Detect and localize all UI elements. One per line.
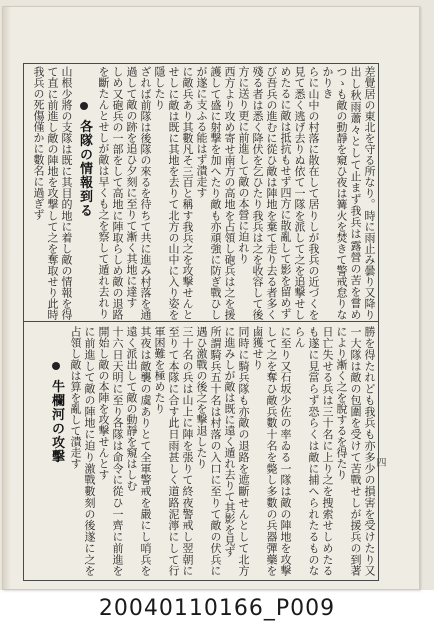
- text-column: 差覺居の東北を守る所なり。時に雨止み曇り又降り出し秋雨蕭々として止まず我兵は露營の苦を嘗めつゝも敵の動靜を窺ひ夜は篝火を焚きて警戒怠りなかりき: [321, 66, 376, 320]
- bullet-icon: [80, 102, 88, 110]
- text-column: 同時に騎兵隊も亦敵の退路を遮斷せんとして北方に進みしが敵は既に遠く遁れ去りて其影を見ず: [223, 326, 250, 576]
- section-heading-text: 各隊の情報到る: [77, 119, 92, 218]
- text-column: 十六日天明に至り各隊は命令に從ひ一齊に前進を開始し敵の本陣を攻撃せんとす: [97, 326, 124, 576]
- text-column: 山根少將の支隊は既に其目的地に着し敵の情報を得て直に前進し敵の陣地を攻撃して之を奪取せり此時我兵の死傷僅かに數名に過ぎず: [32, 66, 73, 320]
- text-column: 西方より攻め寄せ南方の高地を占領し砲兵は之を援護して盛に射撃を加へたり敵も亦頑強に防ぎ戰ひしが遂に支ふる能はず潰走す: [195, 66, 236, 320]
- text-column: 三十名の兵は山上に陣を張りて終夜警戒し翌朝に至りて本隊に合す此日雨甚しく道路泥濘にして行軍困難を極めたり: [153, 326, 194, 576]
- section-heading-text: 牛欄河の攻擊: [49, 379, 64, 464]
- document-page: [2, 6, 420, 590]
- text-column: らに山中の村落に散在して居りしが我兵の近づくを見て悉く逃げ去りぬ依て一隊を派して之を追撃せしめたるに敵は抵抗もせず四方に散亂して影を留めず: [279, 66, 320, 320]
- text-column: に至り又石坂少佐の率ゐる一隊は敵の陣地を攻撃して之を奪ひ敵兵數十名を斃し多數の兵器彈藥を鹵獲せり: [251, 326, 292, 576]
- text-column: に前進して敵の陣地に迫り激戰數刻の後遂に之を占領し敵は算を亂して潰走す: [69, 326, 96, 576]
- text-column: び吾兵の進むに從ひ敵は陣地を棄て走り去る者多く殘る者は悉く降伏を乞ひたり我兵は之を收容して後方に送り更に前進して敵の本營に迫れり: [237, 66, 278, 320]
- text-column: 日亡失せる兵は三十名に上り之を捜索せしめたるも遂に見當らず恐らくは敵に捕へられたるものならん: [293, 326, 334, 576]
- text-column: 其夜は敵襲の虞ありとて全軍警戒を嚴にし哨兵を遠く派出して敵の動靜を窺はしむ: [125, 326, 152, 576]
- section-heading: [45, 326, 68, 576]
- image-caption: 20040110166_P009: [98, 596, 336, 621]
- top-section: [26, 66, 376, 320]
- text-column: に敵兵あり其數凡そ三百と稱す我兵之を攻撃せんとせしに敵は既に其地を去りて北方の山中に入り姿を隱したり: [153, 66, 194, 320]
- bullet-icon: [52, 362, 60, 370]
- text-frame: [23, 63, 379, 581]
- text-column: しめ又砲兵の一部をして高地に陣取らしめ敵の退路を斷たんとせしが敵は早くも之を察して遁れ去れり: [97, 66, 124, 320]
- page-binding-shadow: [3, 7, 11, 589]
- text-column: 勝を得たれども我兵も亦多少の損害を受けたり又一大隊は敵の包圍を受けて苦戰せしが援兵の到著により漸く之を脫するを得たり: [335, 326, 376, 576]
- bottom-section: [26, 326, 376, 576]
- text-column: ざれば前隊は後隊の來るを待ちて共に進み村落を通過して敵の跡を追ひ夕刻に至りて漸く其地に達す: [125, 66, 152, 320]
- section-heading: [73, 66, 96, 320]
- page-marker: 四: [374, 457, 385, 467]
- section-divider: [24, 321, 378, 322]
- text-column: 所謂騎兵五十名は村落の入口に至りて敵の伏兵に遇ひ激戰の後之を撃退したり: [195, 326, 222, 576]
